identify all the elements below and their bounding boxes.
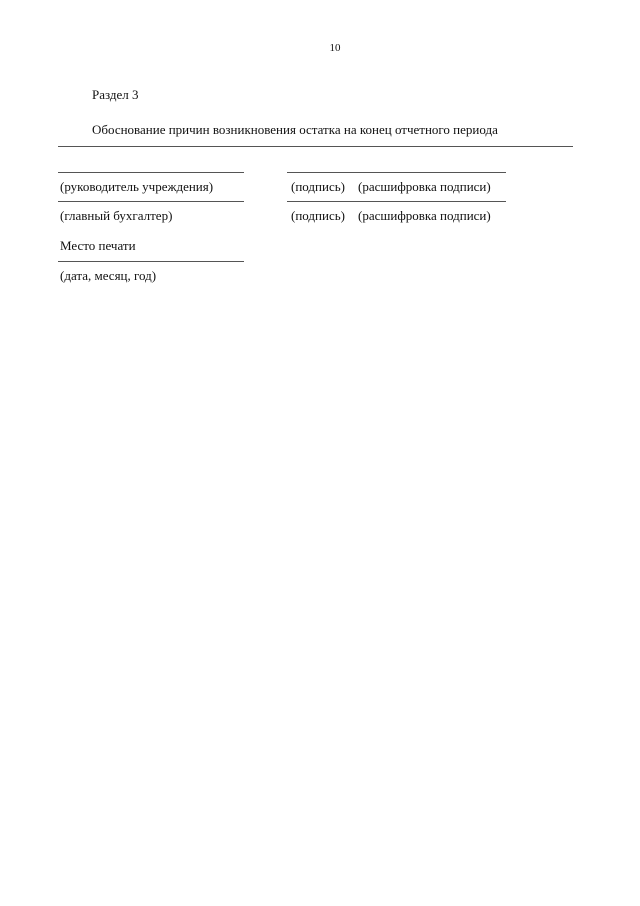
head-signature-label: (подпись) bbox=[291, 179, 345, 194]
seal-place-label: Место печати bbox=[60, 238, 136, 253]
accountant-role-line bbox=[58, 201, 244, 202]
accountant-signature-label: (подпись) bbox=[291, 208, 345, 223]
justification-line bbox=[58, 146, 573, 147]
head-decoding-label: (расшифровка подписи) bbox=[358, 179, 491, 194]
section-heading: Обоснование причин возникновения остатка на конец отчетного периода bbox=[92, 122, 498, 137]
head-role-line bbox=[58, 172, 244, 173]
page-number: 10 bbox=[329, 42, 341, 54]
accountant-signature-line bbox=[287, 201, 506, 202]
section-title: Раздел 3 bbox=[92, 87, 139, 102]
date-label: (дата, месяц, год) bbox=[60, 268, 157, 283]
accountant-decoding-label: (расшифровка подписи) bbox=[358, 208, 491, 223]
head-role-label: (руководитель учреждения) bbox=[60, 179, 214, 194]
head-signature-line bbox=[287, 172, 506, 173]
date-line bbox=[58, 261, 244, 262]
accountant-role-label: (главный бухгалтер) bbox=[60, 208, 173, 223]
